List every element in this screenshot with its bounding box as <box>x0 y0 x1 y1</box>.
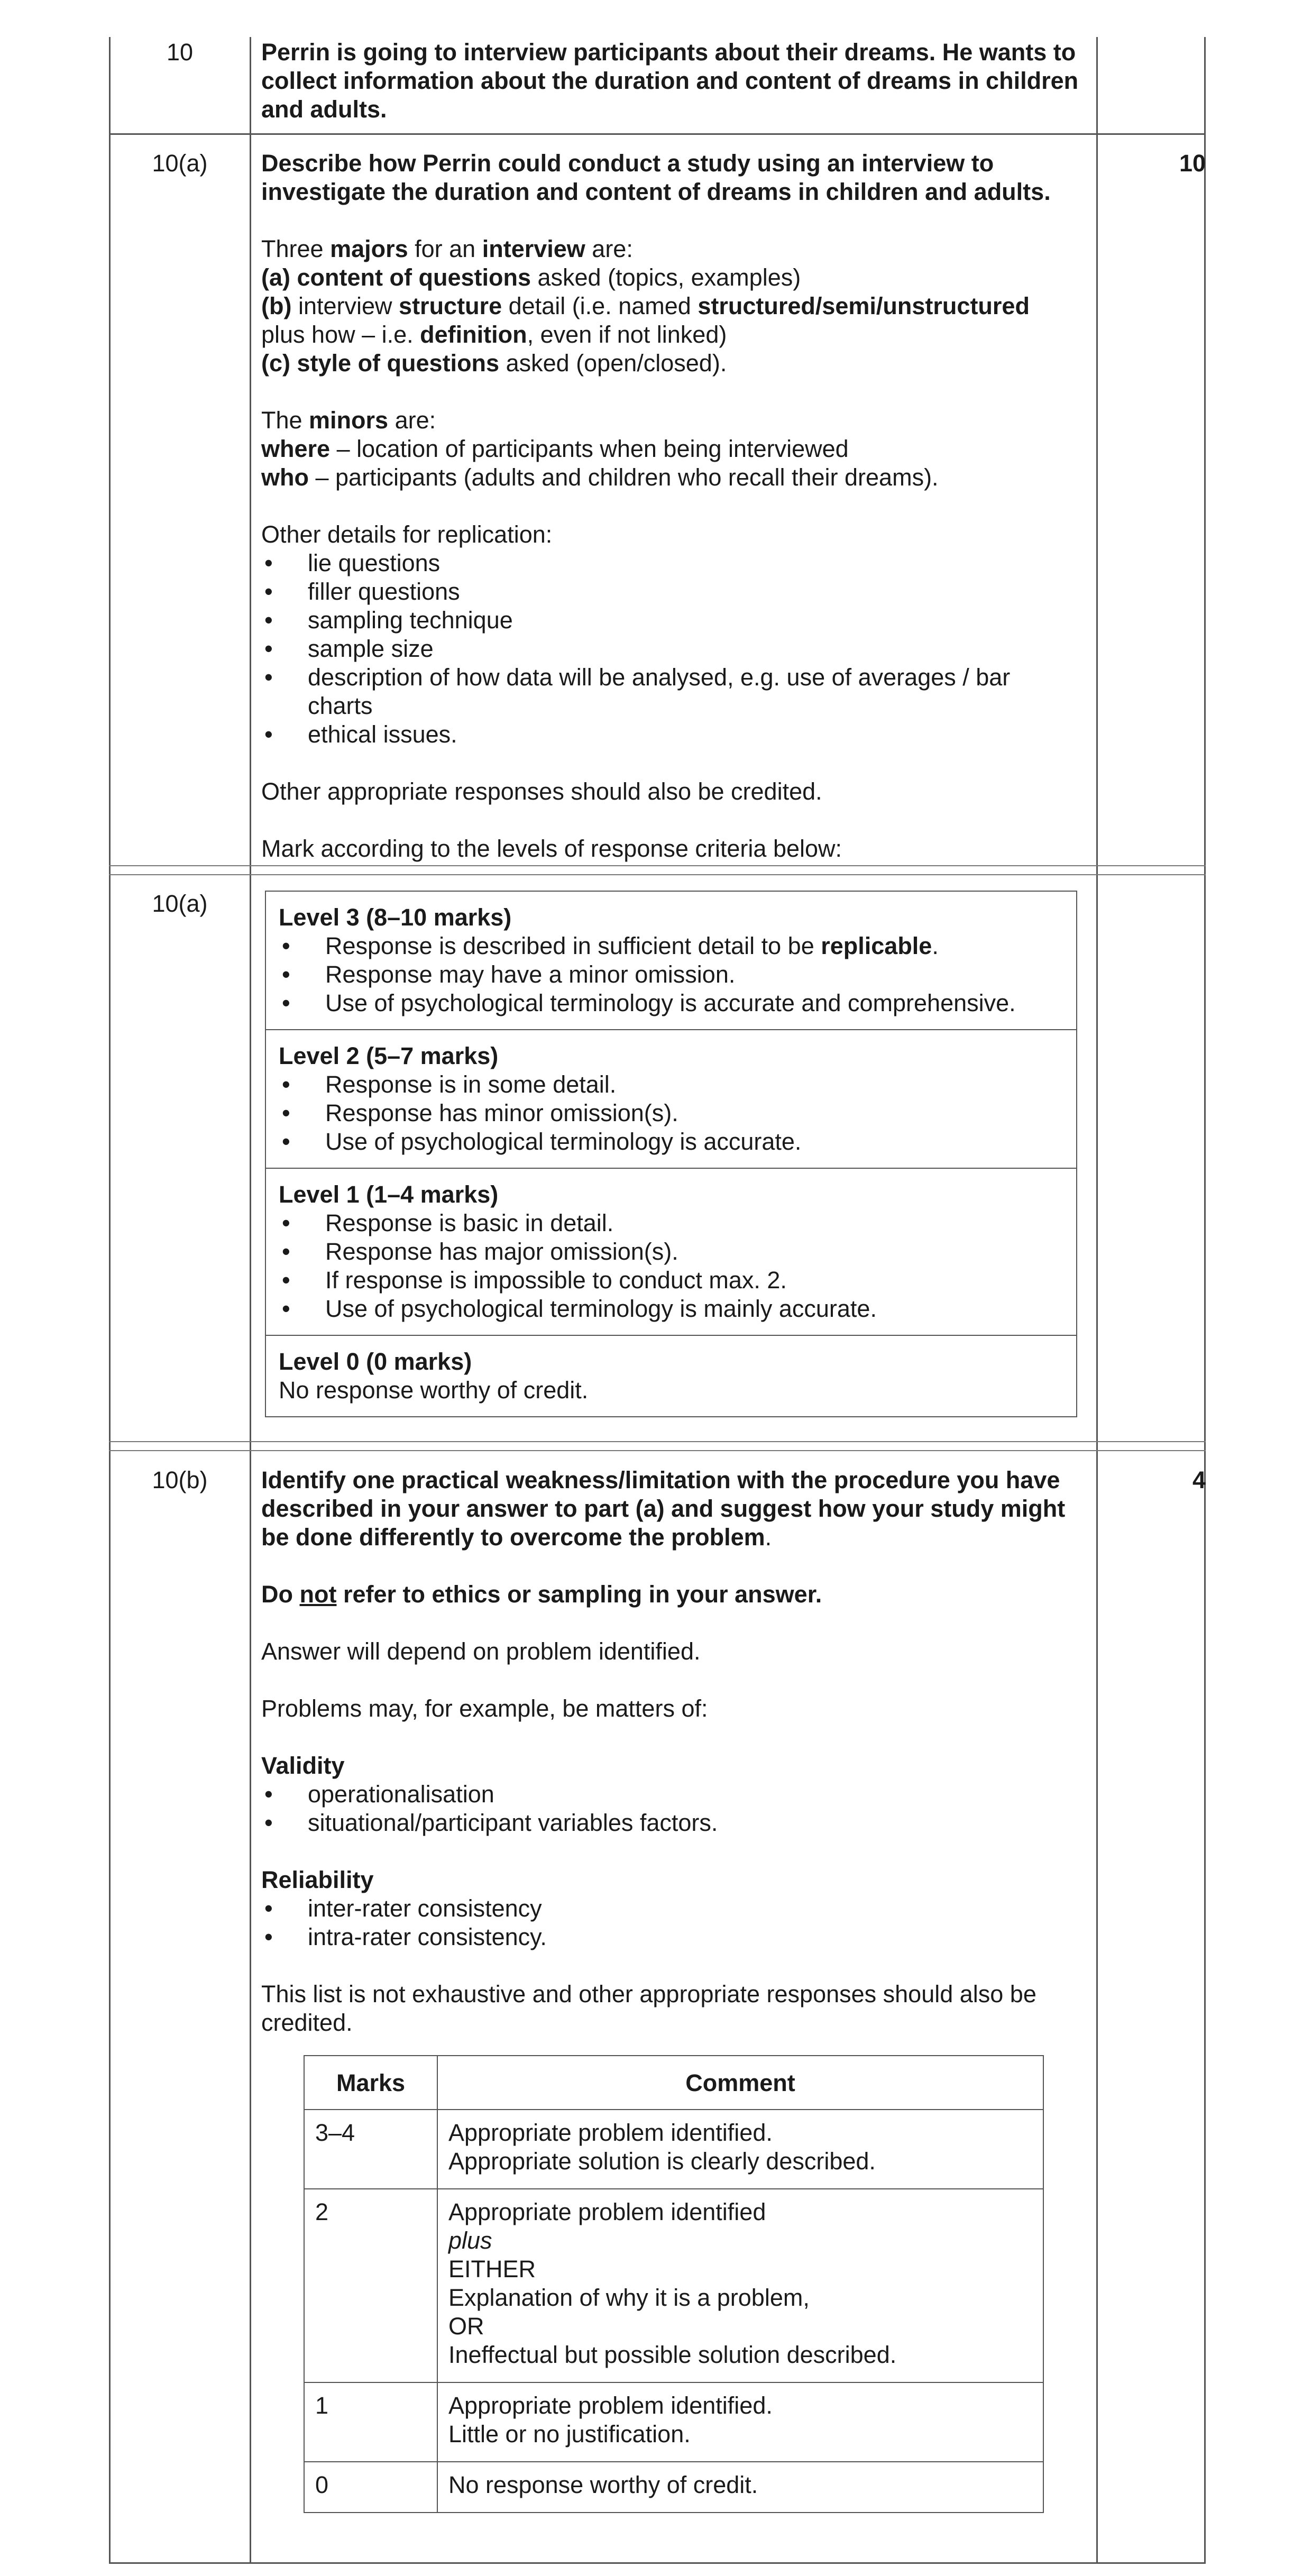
credit-note: Other appropriate responses should also be credited. <box>261 778 822 805</box>
mark-cell: 3–4 <box>304 2110 437 2189</box>
table-right-border <box>1204 37 1206 2564</box>
marks-table <box>304 2055 1044 2513</box>
mark-cell: 1 <box>304 2382 437 2462</box>
row-divider <box>109 133 1206 135</box>
list-item: • Response may have a minor omission. <box>279 960 1063 989</box>
minors-intro: The minors are: <box>261 407 436 434</box>
list-item: • intra-rater consistency. <box>261 1923 1086 1951</box>
question-marks: 10 <box>1179 150 1206 177</box>
level-title: Level 3 (8–10 marks) <box>279 904 512 931</box>
comment-cell: Appropriate problem identified plus EITHER Explanation of why it is a problem, OR Ineffectual but possible solution described. <box>437 2189 1043 2382</box>
comment-cell: Appropriate problem identified. Appropriate solution is clearly described. <box>437 2110 1043 2189</box>
level-title: Level 2 (5–7 marks) <box>279 1042 499 1069</box>
answer-guidance-10b <box>261 1466 1086 2037</box>
question-text: Identify one practical weakness/limitation with the procedure you have described in your answer to part (a) and suggest how your study might be done differently to overcome the problem. <box>261 1466 1066 1551</box>
list-item: • ethical issues. <box>261 720 1086 749</box>
minor-who: who – participants (adults and children who recall their dreams). <box>261 464 939 491</box>
level-title: Level 0 (0 marks) <box>279 1348 472 1375</box>
table-header-row <box>304 2056 1043 2110</box>
row-divider-double-bottom <box>109 1450 1206 1451</box>
other-details-heading: Other details for replication: <box>261 521 553 548</box>
question-text: Describe how Perrin could conduct a study using an interview to investigate the duration and content of dreams in children and adults. <box>261 150 1051 205</box>
major-c: (c) style of questions asked (open/closed). <box>261 350 727 377</box>
major-a: (a) content of questions asked (topics, examples) <box>261 264 801 291</box>
list-item: • sampling technique <box>261 606 1086 635</box>
table-left-border <box>109 37 111 2564</box>
comment-cell: No response worthy of credit. <box>437 2462 1043 2513</box>
list-item: • Use of psychological terminology is accurate and comprehensive. <box>279 989 1063 1017</box>
list-note: This list is not exhaustive and other appropriate responses should also be credited. <box>261 1981 1036 2036</box>
column-divider-2 <box>1096 37 1098 2564</box>
level-0 <box>266 1336 1076 1416</box>
list-item: • inter-rater consistency <box>261 1894 1086 1923</box>
majors-intro: Three majors for an interview are: <box>261 235 633 262</box>
level-criteria <box>279 1209 1063 1323</box>
level-title: Level 1 (1–4 marks) <box>279 1181 499 1208</box>
list-item: • sample size <box>261 635 1086 663</box>
reliability-heading: Reliability <box>261 1866 374 1893</box>
list-item: • Response has major omission(s). <box>279 1237 1063 1266</box>
other-details-list <box>261 549 1086 749</box>
column-header: Comment <box>437 2056 1043 2110</box>
mark-cell: 0 <box>304 2462 437 2513</box>
column-divider-1 <box>250 37 251 2564</box>
answer-guidance-10a <box>261 149 1086 863</box>
row-divider-double-top <box>109 1441 1206 1442</box>
comment-cell: Appropriate problem identified. Little or no justification. <box>437 2382 1043 2462</box>
list-item: • Response is described in sufficient detail to be replicable. <box>279 932 1063 960</box>
table-bottom-border <box>109 2562 1206 2564</box>
question-marks: 4 <box>1192 1466 1206 1493</box>
mark-note: Mark according to the levels of response criteria below: <box>261 835 842 862</box>
list-item: • operationalisation <box>261 1780 1086 1809</box>
question-stem: Perrin is going to interview participants about their dreams. He wants to collect information about the duration and content of dreams in children and adults. <box>261 39 1079 123</box>
validity-heading: Validity <box>261 1752 345 1779</box>
question-number: 10 <box>166 39 194 66</box>
table-row <box>304 2189 1043 2382</box>
question-number: 10(a) <box>152 150 208 177</box>
minor-where: where – location of participants when being interviewed <box>261 435 849 462</box>
table-row <box>304 2462 1043 2513</box>
column-header: Marks <box>304 2056 437 2110</box>
list-item: • Response is in some detail. <box>279 1070 1063 1099</box>
list-item: • Response is basic in detail. <box>279 1209 1063 1237</box>
table-row <box>304 2382 1043 2462</box>
level-3 <box>266 892 1076 1030</box>
level-criteria <box>279 932 1063 1017</box>
level-1 <box>266 1169 1076 1336</box>
reliability-list <box>261 1894 1086 1951</box>
question-number: 10(b) <box>152 1466 208 1493</box>
level-2 <box>266 1030 1076 1169</box>
list-item: • description of how data will be analysed, e.g. use of averages / bar charts <box>261 663 1086 720</box>
list-item: • lie questions <box>261 549 1086 577</box>
list-item: • Use of psychological terminology is mainly accurate. <box>279 1295 1063 1323</box>
question-number: 10(a) <box>152 890 208 917</box>
level-text: No response worthy of credit. <box>279 1377 589 1404</box>
mark-cell: 2 <box>304 2189 437 2382</box>
validity-list <box>261 1780 1086 1837</box>
list-item: • filler questions <box>261 577 1086 606</box>
list-item: • Use of psychological terminology is accurate. <box>279 1127 1063 1156</box>
major-b: (b) interview structure detail (i.e. named structured/semi/unstructured <box>261 292 1030 319</box>
problems-intro: Problems may, for example, be matters of: <box>261 1695 708 1722</box>
instruction: Do not refer to ethics or sampling in your answer. <box>261 1581 822 1608</box>
row-divider-double-bottom <box>109 874 1206 875</box>
major-b-continued: plus how – i.e. definition, even if not linked) <box>261 321 727 348</box>
list-item: • Response has minor omission(s). <box>279 1099 1063 1127</box>
depend-note: Answer will depend on problem identified. <box>261 1638 701 1665</box>
table-row <box>304 2110 1043 2189</box>
row-divider-double-top <box>109 865 1206 866</box>
level-criteria <box>279 1070 1063 1156</box>
list-item: • If response is impossible to conduct max. 2. <box>279 1266 1063 1295</box>
levels-of-response-box <box>265 891 1077 1417</box>
list-item: • situational/participant variables factors. <box>261 1809 1086 1837</box>
